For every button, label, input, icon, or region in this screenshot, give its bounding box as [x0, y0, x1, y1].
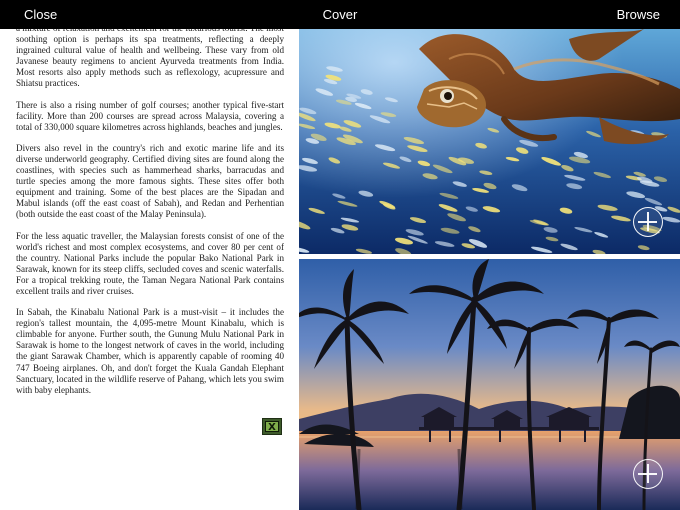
- zoom-plus-icon[interactable]: [633, 459, 663, 489]
- turtle-photo[interactable]: [299, 29, 680, 254]
- article-text: [16, 23, 284, 510]
- palm-sunset-illustration: [299, 259, 680, 510]
- article-paragraph: In Sabah, the Kinabalu National Park is a must-visit – it includes the region's tallest mountain, the 4,095-metre Mount Kinabalu, which is climbable for anyone. Further south, the Gunung Mulu National Park in Sarawak is home to the longest network of caves in the world, including the giant Sarawak Chamber, which is apparently capable of rooming 40 747 Boeing airplanes. Oh, and don't forget the Kuala Gandah Elephant Sanctuary, located in the wildlife reserve of Pahang, which lets you swim with baby elephants.: [16, 307, 284, 395]
- browse-button[interactable]: Browse: [616, 7, 660, 22]
- article-paragraph: For the less aquatic traveller, the Malaysian forests consist of one of the world's richest and most complex ecosystems, and cover 80 per cent of the country. National Parks include the popular Bako National Park in Sarawak, known for its steep cliffs, secluded coves and scenic waterfalls. For a tropical trekking route, the Taman Negara National Park contains excellent trails and river cruises.: [16, 230, 284, 296]
- zoom-plus-icon[interactable]: [633, 207, 663, 237]
- palm-beach-photo[interactable]: [299, 259, 680, 510]
- end-of-article-icon[interactable]: [262, 418, 282, 435]
- article-paragraph: soothing option is perhaps its spa treatments, reflecting a deeply ingrained cultural value of health and wellbeing. These vary from old Javanese beauty regimens to ancient Ayurveda treatments from India. Most resorts also apply methods such as reflexology, acupressure and Shiatsu practices.: [16, 34, 284, 89]
- turtle-illustration: [299, 29, 680, 254]
- article-paragraph: Divers also revel in the country's rich and exotic marine life and its diverse underworld geography. Certified diving sites are found along the coastlines, with species such as hammerhead sharks, barracudas and turtle species among the more famous sights. These sites offer both equipment and training. Some of the best places are the Sipadan and Mabul islands (off the east coast of Sabah), and Redan and Perhentian (both outside the east coast of the Malay Peninsula).: [16, 142, 284, 220]
- article-paragraph: There is also a rising number of golf courses; another typical five-start facility. More than 200 courses are spread across Malaysia, covering a total of 330,000 square kilometres across highlands, beaches and jungles.: [16, 99, 284, 132]
- top-toolbar: [0, 0, 680, 29]
- cover-button[interactable]: Cover: [322, 7, 358, 22]
- close-button[interactable]: Close: [24, 7, 58, 22]
- cover-button-wrap: [0, 0, 680, 29]
- end-mark-glyph: X: [265, 421, 279, 432]
